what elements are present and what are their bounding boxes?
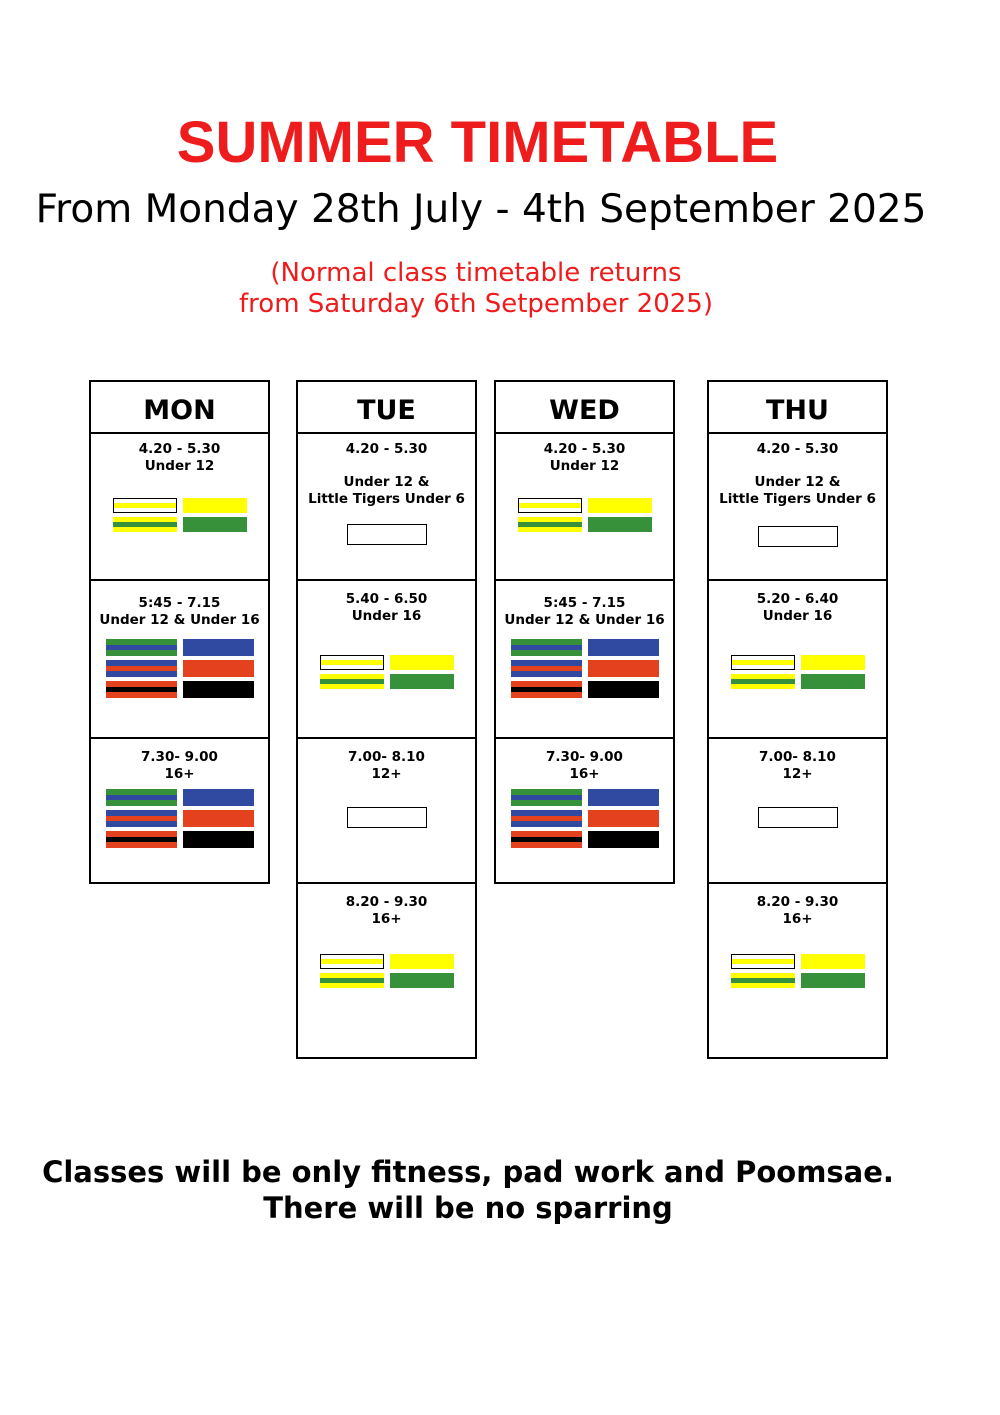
day-header: WED (496, 382, 673, 434)
slot-time: 4.20 - 5.30 (756, 441, 839, 457)
belt-black (588, 681, 659, 698)
belt-yellow (801, 954, 865, 969)
slot-group: Under 16 (762, 608, 833, 624)
belt-green (390, 973, 454, 988)
belt-green (588, 517, 652, 532)
class-slot (496, 739, 673, 882)
return-note-line-2: from Saturday 6th Setpember 2025) (239, 289, 713, 319)
belt-grades (496, 498, 673, 536)
belt-green-blue-stripe (106, 639, 177, 656)
class-slot (91, 434, 268, 581)
belt-white (758, 807, 838, 828)
slot-time: 4.20 - 5.30 (345, 441, 428, 457)
slot-group: Little Tigers Under 6 (308, 491, 465, 507)
belt-grades (91, 498, 268, 536)
class-slot (496, 434, 673, 581)
belt-red (183, 810, 254, 827)
slot-time: 7.30- 9.00 (546, 749, 623, 765)
belt-grades (298, 655, 475, 693)
slot-group: Little Tigers Under 6 (719, 491, 876, 507)
slot-time: 5.40 - 6.50 (345, 591, 428, 607)
slot-group: 16+ (164, 766, 195, 782)
class-slot (298, 739, 475, 884)
slot-group: 12+ (371, 766, 402, 782)
belt-white-yellow-stripe (320, 655, 384, 670)
date-range: From Monday 28th July - 4th September 2025 (35, 187, 927, 232)
belt-blue (588, 789, 659, 806)
belt-grades (496, 789, 673, 852)
belt-red-black-stripe (511, 831, 582, 848)
footer-line-2: There will be no sparring (263, 1191, 673, 1225)
slot-time: 4.20 - 5.30 (543, 441, 626, 457)
slot-group: Under 12 & (343, 474, 430, 490)
belt-yellow (801, 655, 865, 670)
belt-yellow-green-stripe (731, 973, 795, 988)
belt-grades (91, 789, 268, 852)
slot-time: 7.00- 8.10 (759, 749, 836, 765)
slot-time: 7.30- 9.00 (141, 749, 218, 765)
slot-group: 12+ (782, 766, 813, 782)
belt-blue (588, 639, 659, 656)
belt-grades (298, 954, 475, 992)
belt-yellow-green-stripe (320, 674, 384, 689)
belt-white (758, 526, 838, 547)
belt-grades (91, 639, 268, 702)
class-slot (709, 581, 886, 739)
slot-group: Under 12 (144, 458, 215, 474)
belt-yellow-green-stripe (518, 517, 582, 532)
belt-red (588, 810, 659, 827)
belt-red-black-stripe (106, 681, 177, 698)
belt-black (183, 681, 254, 698)
belt-white-yellow-stripe (731, 655, 795, 670)
belt-white (347, 807, 427, 828)
slot-group: Under 12 (549, 458, 620, 474)
belt-blue-red-stripe (106, 810, 177, 827)
belt-blue (183, 789, 254, 806)
belt-grades (709, 807, 886, 828)
belt-grades (298, 524, 475, 545)
class-slot (91, 739, 268, 882)
belt-green-blue-stripe (106, 789, 177, 806)
belt-grades (298, 807, 475, 828)
slot-group: 16+ (782, 911, 813, 927)
class-slot (91, 581, 268, 739)
slot-time: 4.20 - 5.30 (138, 441, 221, 457)
belt-yellow-green-stripe (113, 517, 177, 532)
class-slot (298, 884, 475, 1057)
slot-time: 5:45 - 7.15 (543, 595, 626, 611)
slot-time: 8.20 - 9.30 (756, 894, 839, 910)
belt-black (588, 831, 659, 848)
footer-line-1: Classes will be only fitness, pad work and Poomsae. (42, 1155, 894, 1189)
class-slot (298, 434, 475, 581)
belt-blue-red-stripe (106, 660, 177, 677)
belt-yellow (390, 655, 454, 670)
belt-red-black-stripe (106, 831, 177, 848)
class-slot (709, 739, 886, 884)
slot-group: Under 12 & (754, 474, 841, 490)
day-column-thu (707, 380, 888, 1059)
belt-green (390, 674, 454, 689)
belt-blue-red-stripe (511, 810, 582, 827)
belt-white-yellow-stripe (320, 954, 384, 969)
belt-white-yellow-stripe (518, 498, 582, 513)
day-column-mon (89, 380, 270, 884)
belt-red (588, 660, 659, 677)
slot-group: 16+ (371, 911, 402, 927)
belt-grades (709, 954, 886, 992)
belt-green (183, 517, 247, 532)
belt-white-yellow-stripe (731, 954, 795, 969)
belt-white (347, 524, 427, 545)
page-title: SUMMER TIMETABLE (176, 110, 779, 175)
belt-yellow (588, 498, 652, 513)
belt-yellow (183, 498, 247, 513)
belt-green (801, 973, 865, 988)
belt-yellow-green-stripe (320, 973, 384, 988)
return-note (0, 258, 952, 320)
slot-time: 7.00- 8.10 (348, 749, 425, 765)
belt-red-black-stripe (511, 681, 582, 698)
belt-red (183, 660, 254, 677)
footer-note (0, 1154, 936, 1226)
class-slot (709, 434, 886, 581)
belt-green (801, 674, 865, 689)
belt-white-yellow-stripe (113, 498, 177, 513)
belt-blue-red-stripe (511, 660, 582, 677)
belt-green-blue-stripe (511, 789, 582, 806)
day-header: MON (91, 382, 268, 434)
class-slot (298, 581, 475, 739)
day-header: TUE (298, 382, 475, 434)
slot-group: 16+ (569, 766, 600, 782)
belt-yellow (390, 954, 454, 969)
day-column-tue (296, 380, 477, 1059)
day-column-wed (494, 380, 675, 884)
belt-blue (183, 639, 254, 656)
class-slot (709, 884, 886, 1057)
slot-time: 5.20 - 6.40 (756, 591, 839, 607)
slot-group: Under 12 & Under 16 (99, 612, 260, 628)
slot-group: Under 12 & Under 16 (504, 612, 665, 628)
slot-time: 5:45 - 7.15 (138, 595, 221, 611)
belt-black (183, 831, 254, 848)
day-header: THU (709, 382, 886, 434)
belt-grades (709, 526, 886, 547)
slot-time: 8.20 - 9.30 (345, 894, 428, 910)
belt-grades (496, 639, 673, 702)
return-note-line-1: (Normal class timetable returns (270, 258, 682, 288)
belt-yellow-green-stripe (731, 674, 795, 689)
belt-grades (709, 655, 886, 693)
slot-group: Under 16 (351, 608, 422, 624)
belt-green-blue-stripe (511, 639, 582, 656)
class-slot (496, 581, 673, 739)
